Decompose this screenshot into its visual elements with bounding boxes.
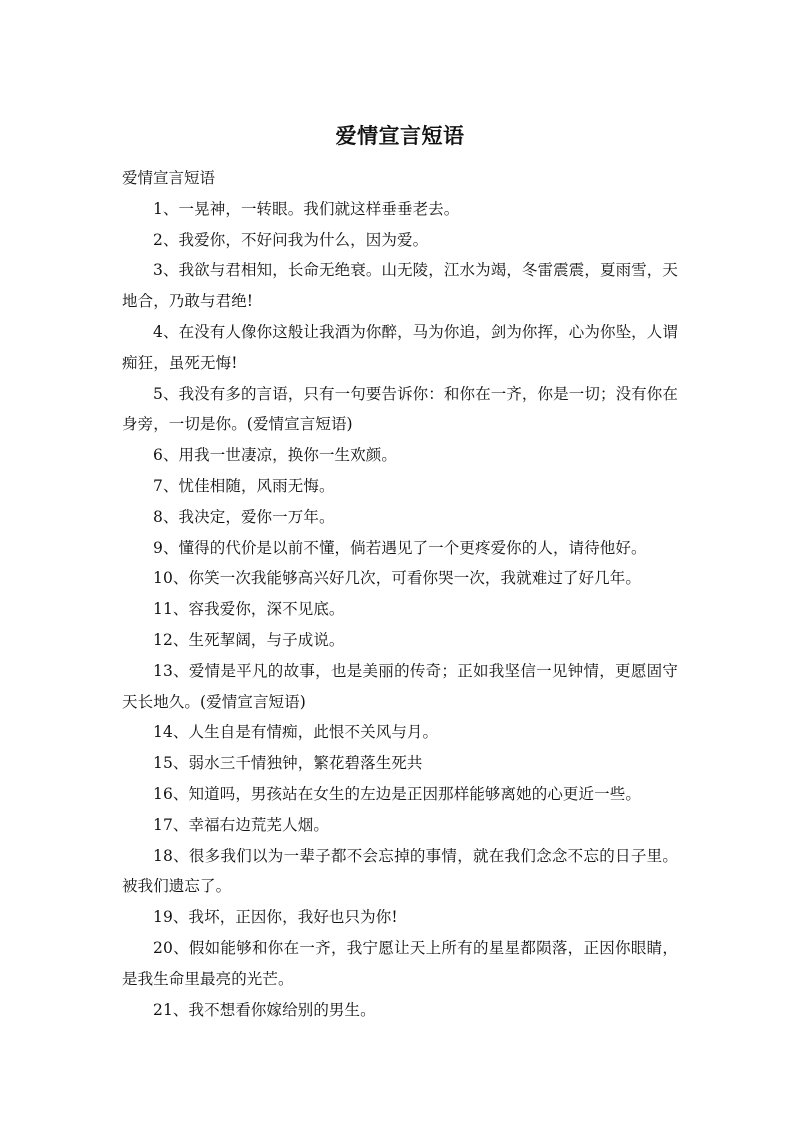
document-subtitle: 爱情宣言短语 (122, 169, 216, 187)
list-item: 5、我没有多的言语，只有一句要告诉你：和你在一齐，你是一切；没有你在身旁，一切是你。(爱情宣言短语) (122, 384, 678, 434)
list-item: 6、用我一世凄凉，换你一生欢颜。 (153, 446, 397, 465)
list-item: 7、忧佳相随，风雨无悔。 (153, 476, 335, 495)
list-item: 10、你笑一次我能够高兴好几次，可看你哭一次，我就难过了好几年。 (153, 569, 641, 588)
list-item: 4、在没有人像你这般让我酒为你醉，马为你追，剑为你挥，心为你坠，人谓痴狂，虽死无悔! (122, 322, 678, 372)
list-item: 14、人生自是有情痴，此恨不关风与月。 (153, 723, 439, 742)
list-item: 8、我决定，爱你一万年。 (153, 507, 335, 526)
list-item: 17、幸福右边荒芜人烟。 (153, 815, 329, 834)
list-item: 12、生死挈阔，与子成说。 (153, 630, 345, 649)
list-item: 3、我欲与君相知，长命无绝衰。山无陵，江水为竭，冬雷震震，夏雨雪，天地合，乃敢与君绝! (122, 261, 678, 311)
document-title: 爱情宣言短语 (335, 124, 465, 148)
list-item: 20、假如能够和你在一齐，我宁愿让天上所有的星星都陨落，正因你眼睛，是我生命里最亮的光芒。 (122, 938, 678, 988)
list-item: 21、我不想看你嫁给别的男生。 (153, 1000, 376, 1019)
list-item: 15、弱水三千情独钟，繁花碧落生死共 (153, 754, 423, 773)
list-item: 2、我爱你，不好问我为什么，因为爱。 (153, 230, 429, 249)
entry-list (122, 194, 678, 1026)
list-item: 13、爱情是平凡的故事，也是美丽的传奇；正如我坚信一见钟情，更愿固守天长地久。(爱情宣言短语) (122, 661, 678, 711)
list-item: 1、一晃神，一转眼。我们就这样垂垂老去。 (153, 199, 460, 218)
list-item: 18、很多我们以为一辈子都不会忘掉的事情，就在我们念念不忘的日子里。被我们遗忘了。 (122, 846, 678, 896)
list-item: 16、知道吗，男孩站在女生的左边是正因那样能够离她的心更近一些。 (153, 784, 641, 803)
list-item: 19、我坏，正因你，我好也只为你! (153, 908, 398, 927)
list-item: 11、容我爱你，深不见底。 (153, 600, 345, 619)
list-item: 9、懂得的代价是以前不懂，倘若遇见了一个更疼爱你的人，请待他好。 (153, 538, 647, 557)
